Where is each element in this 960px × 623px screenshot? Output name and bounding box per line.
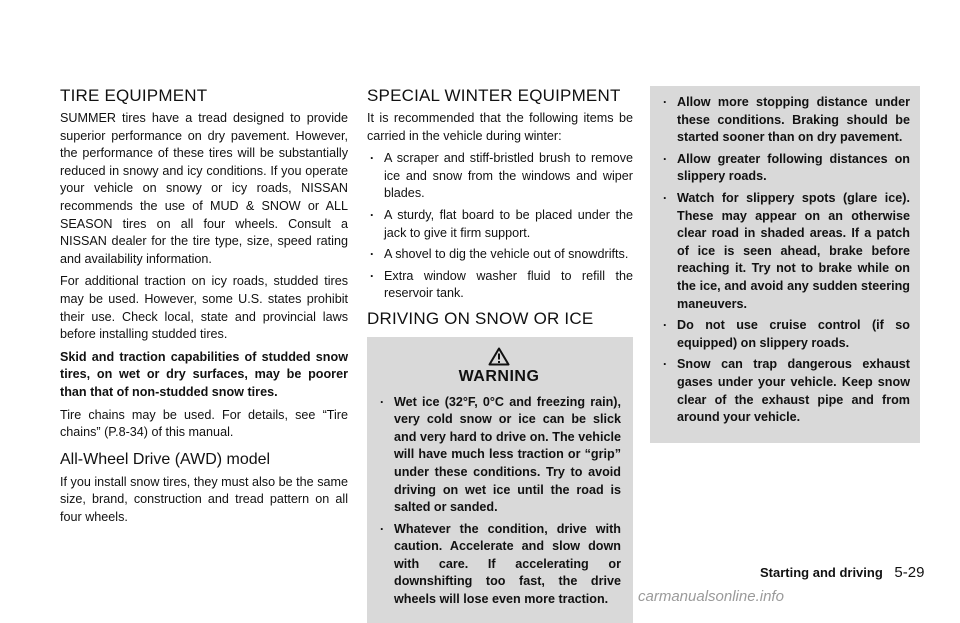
list-item: . Do not use cruise control (if so equipped) on slippery roads. xyxy=(660,317,910,352)
list-item: . Allow greater following distances on slippery roads. xyxy=(660,151,910,186)
list-item: . Watch for slippery spots (glare ice). These may appear on an otherwise clear road in shaded areas. If a patch of ice is seen ahead, brake before reaching it. Try not to brake while on the ice, and avoid any sudden steering maneuvers. xyxy=(660,190,910,313)
winter-items-list xyxy=(367,150,633,303)
paragraph-winter-intro: It is recommended that the following items be carried in the vehicle during winter: xyxy=(367,111,633,143)
warning-list xyxy=(377,394,621,609)
list-item: . Snow can trap dangerous exhaust gases under your vehicle. Keep snow clear of the exhaust pipe and from around your vehicle. xyxy=(660,356,910,426)
list-item: . A scraper and stiff-bristled brush to remove ice and snow from the windows and wiper blades. xyxy=(367,150,633,203)
paragraph-skid-traction: Skid and traction capabilities of studded snow tires, on wet or dry surfaces, may be poorer than that of non-studded snow tires. xyxy=(60,349,348,399)
warning-header xyxy=(377,347,621,386)
column-winter-equipment xyxy=(367,86,633,623)
paragraph-summer-tires: SUMMER tires have a tread designed to provide superior performance on dry pavement. However, the performance of these tires will be substantially reduced in snowy and icy conditions. If you operate your vehicle on snowy or icy roads, NISSAN recommends the use of MUD & SNOW or ALL SEASON tires on all four wheels. Consult a NISSAN dealer for the tire type, size, speed rating and availability information. xyxy=(60,111,348,266)
warning-triangle-icon xyxy=(488,347,510,366)
list-item: . A sturdy, flat board to be placed under the jack to give it firm support. xyxy=(367,207,633,242)
watermark: carmanualsonline.info xyxy=(638,588,784,605)
column-tire-equipment xyxy=(60,86,348,531)
warning-continued-box xyxy=(650,86,920,443)
heading-tire-equipment: TIRE EQUIPMENT xyxy=(60,86,208,105)
heading-special-winter-equipment: SPECIAL WINTER EQUIPMENT xyxy=(367,86,621,105)
warning-box xyxy=(367,337,633,623)
column-warning-continued xyxy=(650,86,920,443)
footer-section-title: Starting and driving xyxy=(760,565,883,580)
warning-continued-list xyxy=(660,94,910,427)
subheading-awd-model: All-Wheel Drive (AWD) model xyxy=(60,450,271,468)
list-item: . Whatever the condition, drive with caution. Accelerate and slow down with care. If accelerating or downshifting too fast, the drive wheels will lose even more traction. xyxy=(377,521,621,609)
list-item: . Allow more stopping distance under these conditions. Braking should be started sooner than on dry pavement. xyxy=(660,94,910,147)
warning-title: WARNING xyxy=(458,367,540,385)
paragraph-tire-chains: Tire chains may be used. For details, see “Tire chains” (P.8-34) of this manual. xyxy=(60,407,348,440)
list-item: . Wet ice (32°F, 0°C and freezing rain), very cold snow or ice can be slick and very hard to drive on. The vehicle will have much less traction or “grip” under these conditions. Try to avoid driving on wet ice until the road is salted or sanded. xyxy=(377,394,621,517)
paragraph-studded-tires: For additional traction on icy roads, studded tires may be used. However, some U.S. states prohibit their use. Check local, state and provincial laws before installing studded tires. xyxy=(60,274,348,342)
page-footer xyxy=(760,564,924,581)
list-item: . Extra window washer fluid to refill the reservoir tank. xyxy=(367,268,633,303)
heading-driving-on-snow: DRIVING ON SNOW OR ICE xyxy=(367,308,594,328)
list-item: . A shovel to dig the vehicle out of snowdrifts. xyxy=(367,246,633,264)
paragraph-awd-snow-tires: If you install snow tires, they must also be the same size, brand, construction and tread pattern on all four wheels. xyxy=(60,474,348,524)
footer-page-number: 5-29 xyxy=(894,564,925,581)
